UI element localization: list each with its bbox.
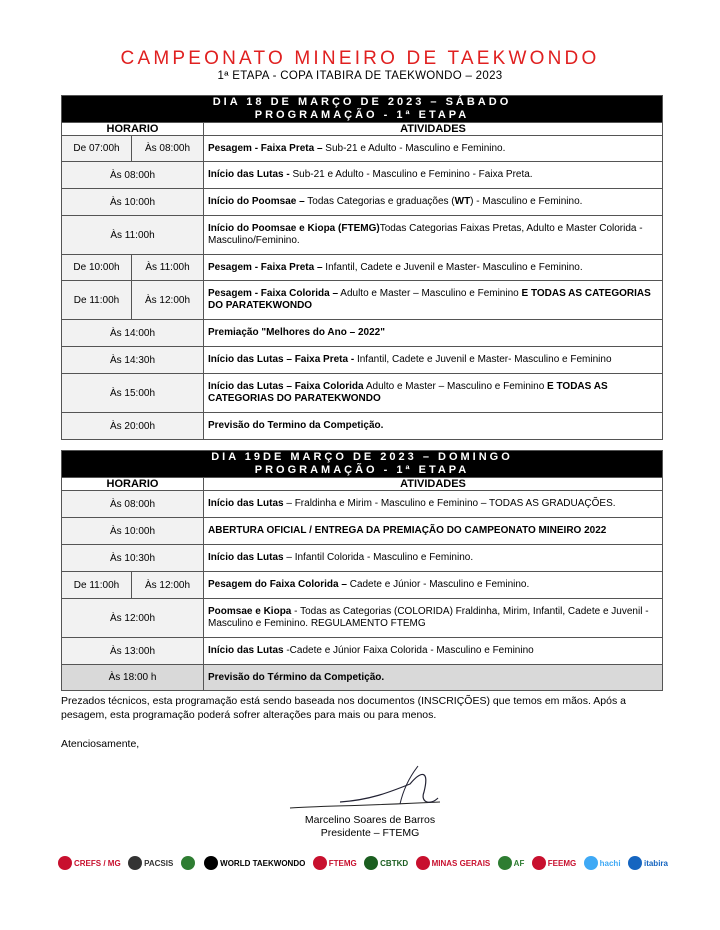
sponsor-logo — [498, 856, 525, 870]
activity-text: Sub-21 e Adulto - Masculino e Feminino - Faixa Preta. — [289, 169, 533, 180]
activity-cell — [204, 136, 663, 162]
activity-cell — [204, 255, 663, 281]
activity-bold-text: Início das Lutas — [208, 645, 284, 656]
activity-cell — [204, 599, 663, 638]
day2-title: DIA 19DE MARÇO DE 2023 – DOMINGO — [211, 451, 513, 463]
activity-cell — [204, 347, 663, 374]
logo-mark-icon — [181, 856, 195, 870]
footer-note: Prezados técnicos, esta programação está sendo baseada nos documentos (INSCRIÇÕES) que temos em mãos. Após a pesagem, esta programação poderá sofrer alterações para mais ou para menos. — [61, 695, 626, 721]
day1-header — [62, 96, 663, 123]
day2-header — [62, 451, 663, 478]
time-cell: Às 10:30h — [62, 545, 204, 572]
time-start: De 10:00h — [62, 255, 132, 281]
activity-text: Cadete e Júnior - Masculino e Feminino. — [346, 579, 530, 590]
table-row — [62, 518, 663, 545]
time-cell: Às 18:00 h — [62, 665, 204, 691]
day1-title: DIA 18 DE MARÇO DE 2023 – SÁBADO — [212, 96, 512, 108]
sponsor-logo — [204, 856, 305, 870]
activity-text: Todas Categorias Faixas Pretas, Adulto e Master Colorida -Masculino/Feminino. — [208, 223, 643, 246]
activity-cell — [204, 216, 663, 255]
activity-cell — [204, 281, 663, 320]
logo-text: PACSIS — [144, 858, 174, 868]
activity-bold-text: Início do Poomsae – — [208, 196, 305, 207]
day2-program-label: PROGRAMAÇÃO - 1ª ETAPA — [254, 464, 470, 476]
time-cell: Às 14:00h — [62, 320, 204, 347]
activity-text: -Cadete e Júnior Faixa Colorida - Masculino e Feminino — [283, 645, 534, 656]
activity-cell — [204, 320, 663, 347]
sponsor-logo — [313, 856, 357, 870]
table-row — [62, 413, 663, 440]
table-row — [62, 572, 663, 599]
activity-cell — [204, 189, 663, 216]
activity-text: Infantil, Cadete e Juvenil e Master- Masculino e Feminino. — [322, 261, 583, 273]
logo-mark-icon — [128, 856, 142, 870]
signature — [280, 762, 450, 816]
logo-text: MINAS GERAIS — [431, 858, 491, 868]
signer-name: Marcelino Soares de Barros — [304, 814, 436, 826]
logo-mark-icon — [313, 856, 327, 870]
logo-text: WORLD TAEKWONDO — [220, 858, 306, 868]
activity-cell — [204, 665, 663, 691]
activity-bold-text: Pesagem do Faixa Colorida – — [208, 579, 347, 590]
logo-mark-icon — [364, 856, 378, 870]
activity-cell — [204, 413, 663, 440]
activity-cell — [204, 162, 663, 189]
logo-text: CREFS / MG — [74, 858, 121, 868]
activity-text: Adulto e Master – Masculino e Feminino — [338, 288, 522, 299]
activity-bold-text: WT — [454, 196, 471, 207]
time-end: Às 12:00h — [132, 572, 204, 599]
time-end: Às 12:00h — [132, 281, 204, 320]
activity-bold-text: E TODAS AS CATEGORIAS DO PARATEKWONDO — [208, 381, 608, 404]
activity-bold-text: Início das Lutas – Faixa Colorida — [208, 381, 364, 392]
sponsor-logo — [58, 856, 121, 870]
logo-text: hachi — [599, 858, 621, 868]
time-cell: Às 11:00h — [62, 216, 204, 255]
activity-cell — [204, 374, 663, 413]
time-cell: Às 12:00h — [62, 599, 204, 638]
activity-text: – Infantil Colorida - Masculino e Feminino. — [283, 552, 474, 563]
table-row — [62, 665, 663, 691]
activity-bold-text: Início das Lutas - — [208, 169, 290, 180]
logo-text: FTEMG — [328, 858, 357, 868]
activity-bold-text: Previsão do Término da Competição. — [208, 671, 385, 683]
table-row — [62, 162, 663, 189]
activity-bold-text: ABERTURA OFICIAL / ENTREGA DA PREMIAÇÃO DO CAMPEONATO MINEIRO 2022 — [208, 525, 607, 536]
time-start: De 11:00h — [62, 281, 132, 320]
table-row — [62, 599, 663, 638]
logo-mark-icon — [584, 856, 598, 870]
activity-bold-text: E TODAS AS CATEGORIAS DO PARATEKWONDO — [208, 288, 651, 311]
logo-mark-icon — [628, 856, 642, 870]
activity-text: Todas Categorias e graduações ( — [304, 196, 455, 207]
activity-text: Infantil, Cadete e Juvenil e Master- Masculino e Feminino — [354, 354, 612, 365]
activity-bold-text: Pesagem - Faixa Preta – — [208, 261, 323, 273]
activity-cell — [204, 638, 663, 665]
activity-bold-text: Premiação "Melhores do Ano – 2022" — [208, 327, 385, 338]
sponsor-logo — [532, 856, 576, 870]
col-atividades: ATIVIDADES — [204, 123, 663, 136]
table-row — [62, 216, 663, 255]
col-atividades: ATIVIDADES — [204, 478, 663, 491]
activity-text: - Todas as Categorias (COLORIDA) Fraldinha, Mirim, Infantil, Cadete e Juvenil - Masculino e Feminino. REGULAMENTO FTEMG — [208, 606, 649, 629]
logo-text: itabira — [643, 858, 668, 868]
time-start: De 11:00h — [62, 572, 132, 599]
signer-role: Presidente – FTEMG — [320, 827, 420, 839]
activity-text: Adulto e Master – Masculino e Feminino — [363, 381, 548, 392]
time-cell: Às 15:00h — [62, 374, 204, 413]
time-cell: Às 10:00h — [62, 189, 204, 216]
activity-text: ) - Masculino e Feminino. — [470, 196, 583, 207]
activity-cell — [204, 491, 663, 518]
table-row — [62, 374, 663, 413]
logo-text: CBTKD — [380, 858, 409, 868]
table-row — [62, 255, 663, 281]
sponsor-logo — [364, 856, 408, 870]
activity-cell — [204, 518, 663, 545]
schedule-table-day2 — [61, 450, 663, 691]
logo-text: AF — [513, 858, 525, 868]
table-row — [62, 136, 663, 162]
activity-bold-text: Início das Lutas – Faixa Preta - — [208, 354, 355, 365]
table-row — [62, 491, 663, 518]
table-row — [62, 347, 663, 374]
sponsor-logo — [628, 856, 668, 870]
logo-mark-icon — [498, 856, 512, 870]
closing: Atenciosamente, — [61, 738, 140, 750]
activity-bold-text: Início das Lutas — [208, 552, 284, 563]
activity-text: Sub-21 e Adulto - Masculino e Feminino. — [322, 142, 506, 154]
time-cell: Às 10:00h — [62, 518, 204, 545]
activity-bold-text: Início das Lutas — [208, 498, 284, 509]
logo-mark-icon — [58, 856, 72, 870]
logo-mark-icon — [416, 856, 430, 870]
time-cell: Às 20:00h — [62, 413, 204, 440]
activity-bold-text: Previsão do Termino da Competição. — [208, 420, 384, 431]
time-start: De 07:00h — [62, 136, 132, 162]
sponsor-logo — [416, 856, 491, 870]
activity-cell — [204, 572, 663, 599]
sponsor-logos — [58, 846, 668, 880]
table-row — [62, 320, 663, 347]
time-cell: Às 13:00h — [62, 638, 204, 665]
table-row — [62, 545, 663, 572]
time-cell: Às 14:30h — [62, 347, 204, 374]
activity-cell — [204, 545, 663, 572]
activity-bold-text: Poomsae e Kiopa — [208, 606, 292, 617]
col-horario: HORARIO — [62, 478, 204, 491]
activity-text: – Fraldinha e Mirim - Masculino e Feminino – TODAS AS GRADUAÇÕES. — [283, 498, 616, 509]
time-end: Às 08:00h — [132, 136, 204, 162]
sponsor-logo — [584, 856, 621, 870]
schedule-table-day1 — [61, 95, 663, 440]
table-row — [62, 638, 663, 665]
logo-mark-icon — [204, 856, 218, 870]
logo-mark-icon — [532, 856, 546, 870]
table-row — [62, 189, 663, 216]
time-cell: Às 08:00h — [62, 162, 204, 189]
page-title: CAMPEONATO MINEIRO DE TAEKWONDO — [120, 48, 600, 69]
sponsor-logo — [181, 856, 197, 870]
activity-bold-text: Pesagem - Faixa Preta – — [208, 142, 323, 154]
table-row — [62, 281, 663, 320]
time-cell: Às 08:00h — [62, 491, 204, 518]
time-end: Às 11:00h — [132, 255, 204, 281]
page-subtitle: 1ª ETAPA - COPA ITABIRA DE TAEKWONDO – 2023 — [217, 70, 503, 82]
activity-bold-text: Início do Poomsae e Kiopa (FTEMG) — [208, 223, 380, 234]
sponsor-logo — [128, 856, 173, 870]
logo-text: FEEMG — [547, 858, 577, 868]
col-horario: HORARIO — [62, 123, 204, 136]
activity-bold-text: Pesagem - Faixa Colorida – — [208, 288, 339, 299]
day1-program-label: PROGRAMAÇÃO - 1ª ETAPA — [254, 109, 470, 121]
